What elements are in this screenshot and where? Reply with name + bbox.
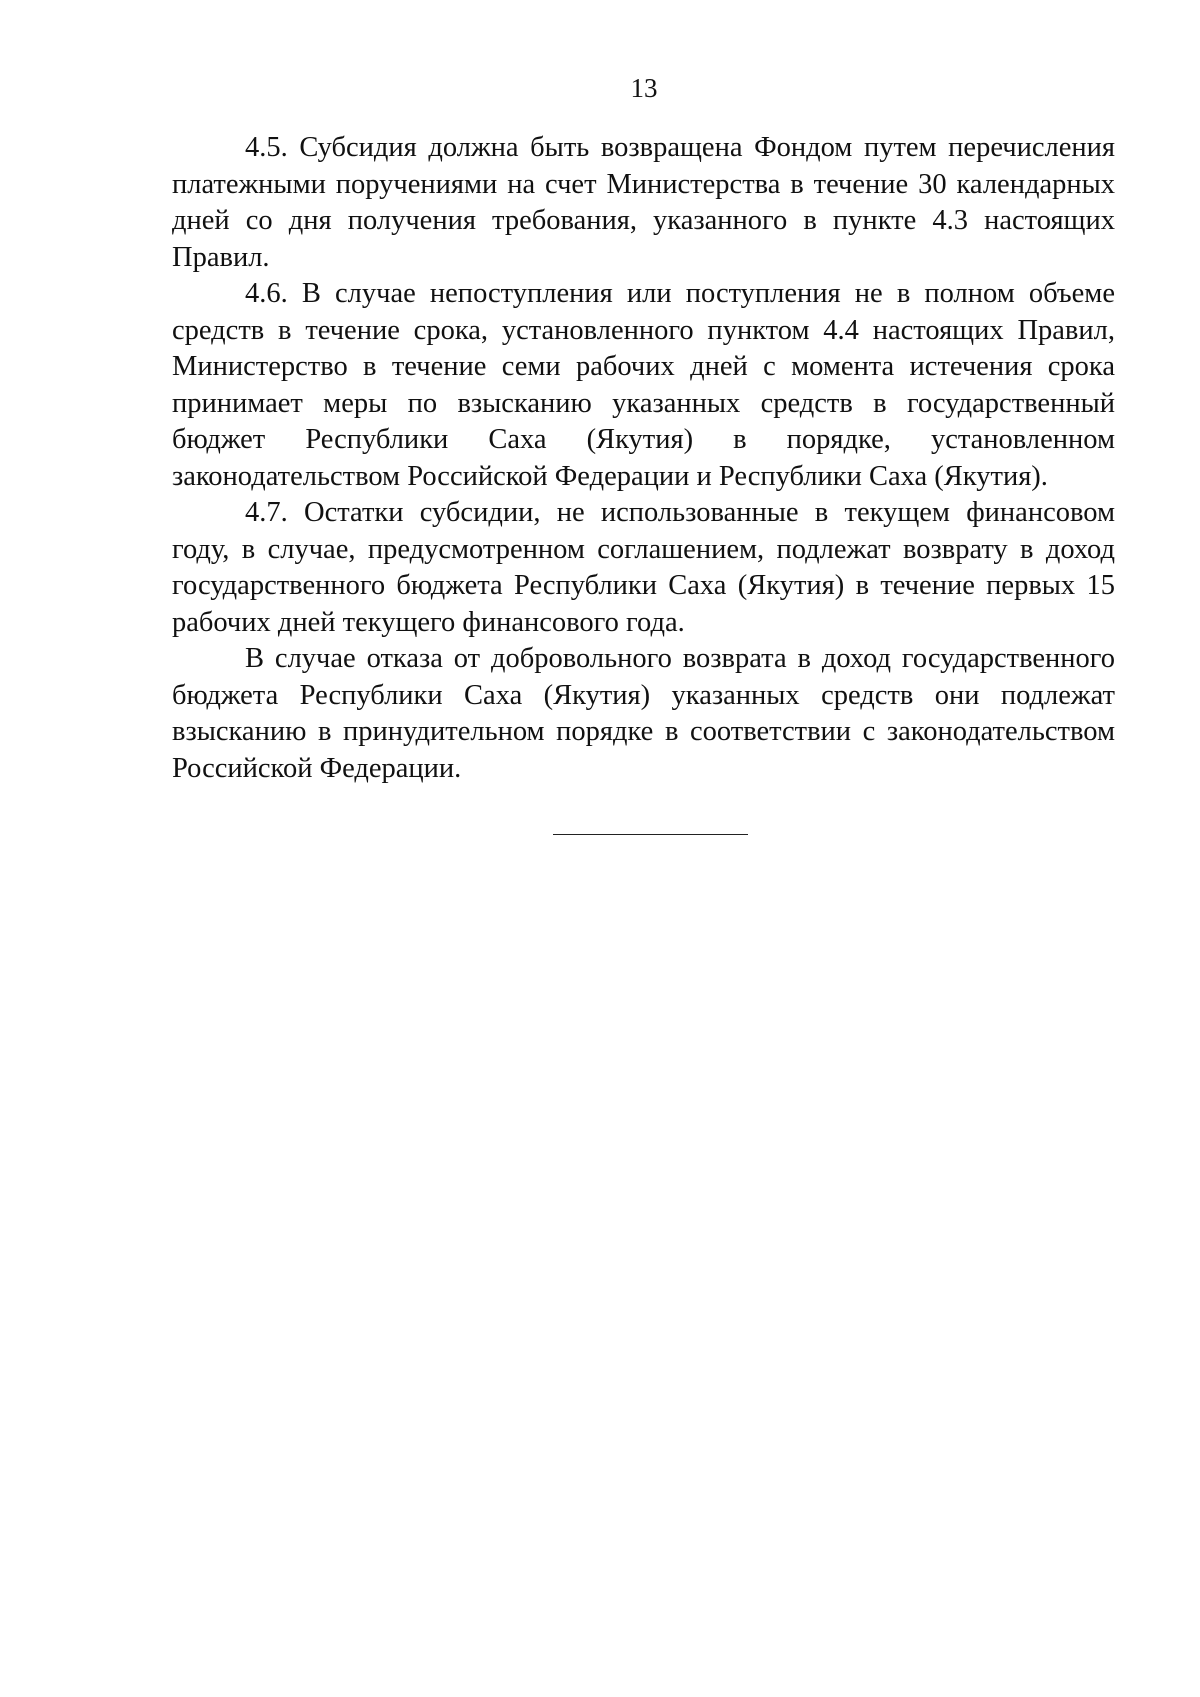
paragraph-4-5: 4.5. Субсидия должна быть возвращена Фондом путем перечисления платежными поручениями на счет Министерства в течение 30 календарных дней со дня получения требования, указанного в пункте 4.3 настоящих Правил. <box>172 132 1115 273</box>
document-body <box>172 130 1115 787</box>
page-number: 13 <box>630 73 658 103</box>
paragraph-4-6: 4.6. В случае непоступления или поступления не в полном объеме средств в течение срока, установленного пунктом 4.4 настоящих Правил, Министерство в течение семи рабочих дней с момента истечения срока принимает меры по взысканию указанных средств в государственный бюджет Республики Саха (Якутия) в порядке, установленном законодательством Российской Федерации и Республики Саха (Якутия). <box>172 278 1115 492</box>
paragraph-refusal: В случае отказа от добровольного возврата в доход государственного бюджета Республики Саха (Якутия) указанных средств они подлежат взысканию в принудительном порядке в соответствии с законодательством Российской Федерации. <box>172 643 1115 784</box>
end-divider <box>553 834 748 835</box>
paragraph-4-7: 4.7. Остатки субсидии, не использованные в текущем финансовом году, в случае, предусмотренном соглашением, подлежат возврату в доход государственного бюджета Республики Саха (Якутия) в течение первых 15 рабочих дней текущего финансового года. <box>172 497 1115 638</box>
